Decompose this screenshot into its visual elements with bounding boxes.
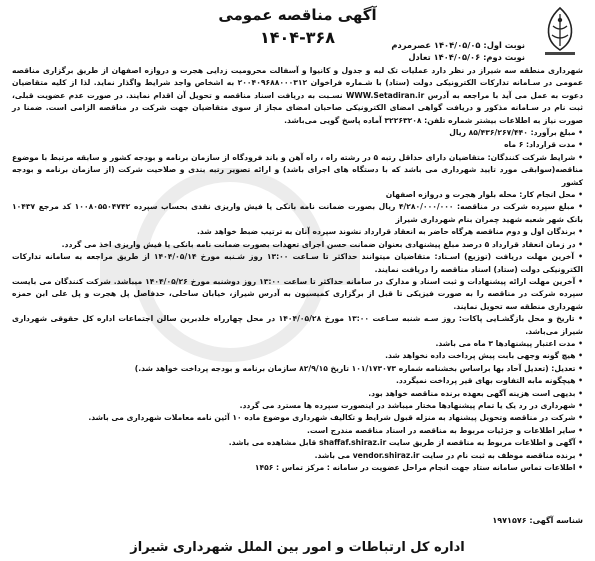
issuing-office: اداره کل ارتباطات و امور بین الملل شهرداری شیراز <box>130 540 465 555</box>
bullet-item: • هیچگونه مابه التفاوت بهای قیر پرداخت نمیگردد. <box>396 376 583 386</box>
bullet-item: • مدت اعتبار پیشنهادها ۳ ماه می باشد. <box>435 338 583 348</box>
bullet-item: • مدت قرارداد: ۶ ماه <box>504 140 583 150</box>
bullet-item: • آخرین مهلت ارائه پیشنهادات و ثبت اسناد و مدارک در سامانه حداکثر تا ساعت ۱۳:۰۰ روز دوشنبه مورخ ۱۴۰۴/۰۵/۲۶ میباشد. شرکت کنندگان می بایست سپرده شرکت در مناقصه را به صورت فیزیکی تا قبل از برگزاری کمیسیون به آدرس شیراز، خیابان ساحلی، حدفاصل پل هجرت و پل علی ابن حمزه شهرداری منطقه سه تحویل نمایند. <box>12 276 583 311</box>
bullet-item: • برندگان اول و دوم مناقصه هرگاه حاضر به انعقاد قرارداد نشوند سپرده آنان به ترتیب ضبط خواهد شد. <box>197 227 583 237</box>
bullet-item: • آخرین مهلت دریافت (توزیع) اسـناد: متقاضیان میتوانند حداکثر تا سـاعت ۱۳:۰۰ روز شـنبه مورخ ۱۴۰۴/۰۵/۱۴ از طریق مراجعه به سامانه تدارکات الکترونیکی دولت (ستاد) اسناد مناقصه را دریافت نمایند. <box>12 252 583 274</box>
bullet-item: • سایر اطلاعات و جزئیات مربوط به مناقصه در اسناد مناقصه مندرج است. <box>306 425 583 435</box>
bullet-item: • شرایط شرکت کنندگان: متقاضیان دارای حداقل رتبه ۵ در رشته راه ، راه آهن و باند فرودگاه از سازمان برنامه و بودجه کشور و سابقه مرتبط با موضوع مناقصه(سوابقی مورد تایید شهرداری می باشد که با دستگاه های اجرای باشد) و ارائه تصویر رتبه بندی و صلاحیت شرکت (از سازمان برنامه و بودجه کشور <box>12 152 583 187</box>
bullet-item: • شهرداری در رد یک یا تمام پیشنهادها مختار میباشد در اینصورت سپرده ها مسترد می گردد. <box>239 400 583 410</box>
bullet-item: • تعدیل: (تعدیل آحاد بها براساس بخشنامه شماره ۱۰۱/۱۷۳۰۷۳ تاریخ ۸۲/۹/۱۵ سازمان برنامه و بودجه پرداخت خواهد شد.) <box>134 363 583 373</box>
notice-number: ۱۴۰۴-۳۶۸ <box>260 28 335 47</box>
bullet-item: • اطلاعات تماس سامانه ستاد جهت انجام مراحل عضویت در سامانه : مرکز تماس : ۱۴۵۶ <box>254 463 583 472</box>
intro-paragraph: شهرداری منطقه سه شیراز در نظر دارد عملیات تک لبه و جدول و کانیوا و آسفالت محرومیت زدایی هجرت و دروازه اصفهان از طریق برگزاری مناقصه عمومی در سـامانه تدارکات الکترونیکی دولت (ستاد) با شـماره فراخوان ۲۰۰۴۰۹۶۸۸۰۰۰۳۱۲ به اشخاص واجد شرایط واگذار نماید. لذا از کلیه متقاضیان دعوت به عمل می آید با مراجعه به آدرس WWW.Setadiran.ir نسـبت به دریافت اسناد مناقصه و تحویل آن اقدام نمایند. در صورت عدم عضویت قبلی، ثبت نام در سـامانه مذکور و دریافت گواهی امضای الکترونیکی صاحبان امضای مجاز از سوی متقاضیان جهت شرکت در مناقصه الزامی است. ضمنا در صورت نیاز به اطلاعات بیشتر شماره تلفن: ۳۲۲۶۳۲۰۸ آماده پاسخ گویی می‌باشد. <box>12 66 584 125</box>
bullet-item: • آگهی و اطلاعات مربوط به مناقصه از طریق سایت shaffaf.shiraz.ir قابل مشاهده می باشد. <box>228 438 583 448</box>
bullet-item: • هیچ گونه وجهی بابت پیش پرداخت داده نخواهد شد. <box>385 351 583 361</box>
first-publication-date: نوبت اول: ۱۴۰۴/۰۵/۰۵ عصرمردم <box>391 40 525 50</box>
notice-body <box>12 65 583 474</box>
bullet-item: • محل انجام کار: محله بلوار هجرت و دروازه اصفهان <box>385 190 583 200</box>
bullet-item: • بدیهی است هزینه آگهی بعهده برنده مناقصه خواهد بود. <box>368 388 583 398</box>
bullet-item: • تاریخ و محل بازگشـایی پاکات: روز سـه شنبه سـاعت ۱۳:۰۰ مورخ ۱۴۰۴/۰۵/۲۸ در محل چهارراه خلدبرین سالن اجتماعات اداره کل حقوقی شهرداری شیراز می‌باشد. <box>12 314 583 336</box>
bullet-item: • در زمان انعقاد قرارداد ۵ درصد مبلغ پیشنهادی بعنوان ضمانت حسن اجرای تعهدات بصورت ضمانت نامه بانکی یا فیش واریزی اخذ می گردد. <box>61 239 583 249</box>
notice-id: شناسه آگهی: ۱۹۷۱۵۷۶ <box>492 516 583 525</box>
bullet-item: • مبلغ سپرده شرکت در مناقصه: ۴/۲۸۰/۰۰۰/۰۰۰ ریال بصورت ضمانت نامه بانکی یا فیش واریزی نقدی بحساب سپرده ۱۰۰۸۰۵۵۰۴۷۴۲ کد مرجع ۱۰۴۳۷ بانک شهر شعبه شهید چمران بنام شهرداری شیراز <box>12 202 583 224</box>
bullet-item: • شرکت در مناقصه وتحویل پیشنهاد به منزله قبول شرایط و تکالیف شهرداری موضوع ماده ۱۰ آئین نامه معاملات شهرداری می باشد. <box>88 413 583 423</box>
second-publication-date: نوبت دوم: ۱۴۰۴/۰۵/۰۶ تعادل <box>408 52 525 62</box>
bullet-item: • مبلغ برآورد: ۸۵/۴۳۶/۲۶۷/۴۴۰ ریال <box>449 128 583 138</box>
bullet-item: • برنده مناقصه موظف به ثبت نام در سایت vendor.shiraz.ir می باشد. <box>314 450 583 460</box>
notice-title: آگهی مناقصه عمومی <box>218 6 377 24</box>
